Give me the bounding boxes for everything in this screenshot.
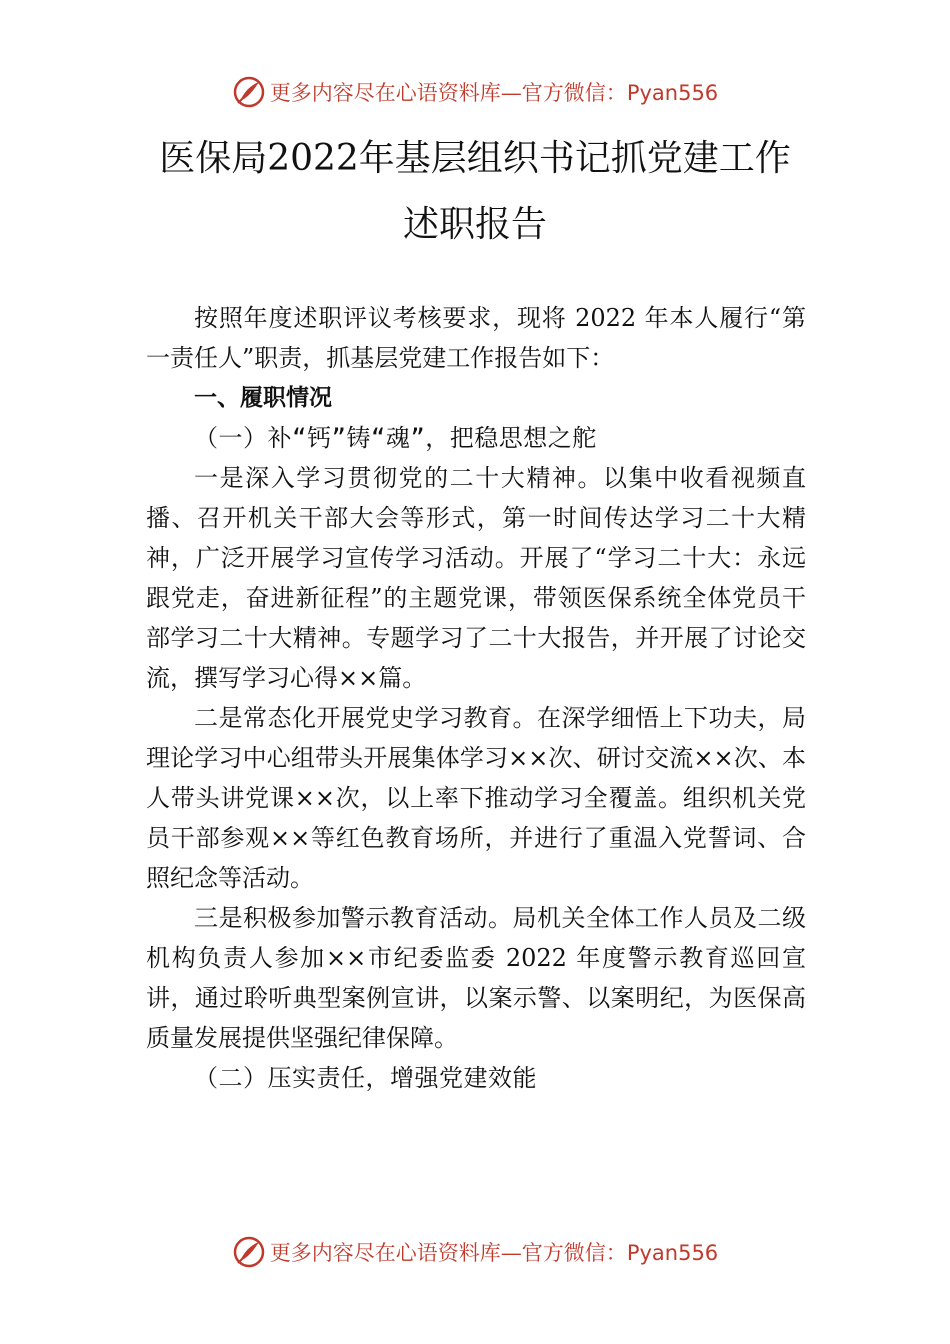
subsection-heading: （一）补“钙”铸“魂”，把稳思想之舵: [194, 424, 597, 452]
document-title-line2: 述职报告: [402, 204, 547, 245]
quill-logo-icon: [232, 1235, 266, 1269]
section-heading: 一、履职情况: [194, 385, 332, 411]
quill-logo-icon: [232, 75, 266, 109]
watermark-text: 更多内容尽在心语资料库—官方微信：Pyan556: [269, 81, 719, 105]
document-title-line1: 医保局2022年基层组织书记抓党建工作: [159, 138, 791, 179]
body-paragraph: 三是积极参加警示教育活动。局机关全体工作人员及二级机构负责人参加××市纪委监委 2022 年度警示教育巡回宣讲，通过聆听典型案例宣讲，以案示警、以案明纪，为医保高质量发展提供坚强纪律保障。: [146, 904, 806, 1052]
body-paragraph: 二是常态化开展党史学习教育。在深学细悟上下功夫，局理论学习中心组带头开展集体学习××次、研讨交流××次、本人带头讲党课××次，以上率下推动学习全覆盖。组织机关党员干部参观××等红色教育场所，并进行了重温入党誓词、合照纪念等活动。: [146, 704, 806, 892]
watermark-text: 更多内容尽在心语资料库—官方微信：Pyan556: [269, 1241, 719, 1265]
body-paragraph: 一是深入学习贯彻党的二十大精神。以集中收看视频直播、召开机关干部大会等形式，第一时间传达学习二十大精神，广泛开展学习宣传学习活动。开展了“学习二十大：永远跟党走，奋进新征程”的主题党课，带领医保系统全体党员干部学习二十大精神。专题学习了二十大报告，并开展了讨论交流，撰写学习心得××篇。: [146, 464, 806, 692]
intro-paragraph: 按照年度述职评议考核要求，现将 2022 年本人履行“第一责任人”职责，抓基层党建工作报告如下：: [146, 304, 806, 372]
subsection-heading: （二）压实责任，增强党建效能: [194, 1064, 537, 1092]
watermark-banner-bottom: [0, 1232, 950, 1272]
watermark-banner-top: [0, 72, 950, 112]
document-body: [146, 298, 806, 1098]
